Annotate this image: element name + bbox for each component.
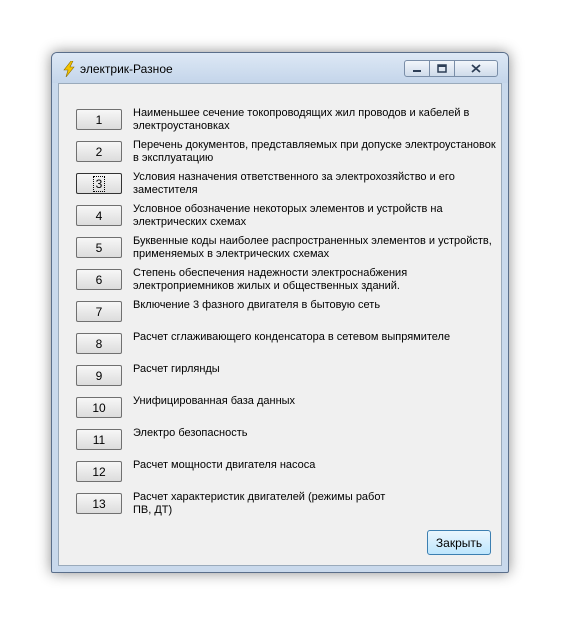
list-item (76, 173, 496, 203)
item-number: 5 (95, 240, 103, 255)
item-number: 6 (95, 272, 103, 287)
close-window-button[interactable] (454, 60, 498, 77)
main-window (51, 52, 509, 573)
close-button[interactable]: Закрыть (427, 530, 491, 555)
item-description: Условное обозначение некоторых элементов и устройств на электрических схемах (133, 203, 443, 228)
item-number: 2 (95, 144, 103, 159)
list-item (76, 269, 496, 299)
client-area (58, 83, 502, 566)
minimize-button[interactable] (404, 60, 430, 77)
item-description: Включение 3 фазного двигателя в бытовую сеть (133, 299, 381, 311)
item-button-8[interactable] (76, 333, 122, 354)
list-item (76, 365, 496, 395)
minimize-icon (412, 65, 422, 73)
item-description: Расчет характеристик двигателей (режимы работ ПВ, ДТ) (133, 491, 386, 516)
item-button-12[interactable] (76, 461, 122, 482)
list-item (76, 397, 496, 427)
item-button-10[interactable] (76, 397, 122, 418)
item-button-5[interactable] (76, 237, 122, 258)
item-button-3[interactable] (76, 173, 122, 194)
list-item (76, 333, 496, 363)
item-number: 11 (92, 432, 106, 447)
item-button-9[interactable] (76, 365, 122, 386)
window-title: электрик-Разное (80, 62, 173, 76)
list-item (76, 429, 496, 459)
item-button-1[interactable] (76, 109, 122, 130)
item-description: Степень обеспечения надежности электроснабжения электроприемников жилых и общественных зданий. (133, 267, 408, 292)
item-button-11[interactable] (76, 429, 122, 450)
item-description: Электро безопасность (133, 427, 248, 439)
item-number: 13 (92, 496, 106, 511)
list-item (76, 205, 496, 235)
item-button-6[interactable] (76, 269, 122, 290)
list-item (76, 141, 496, 171)
item-number: 8 (95, 336, 103, 351)
lightning-icon (61, 61, 77, 77)
list-item (76, 237, 496, 267)
item-description: Расчет мощности двигателя насоса (133, 459, 316, 471)
item-description: Унифицированная база данных (133, 395, 296, 407)
list-item (76, 461, 496, 491)
item-description: Наименьшее сечение токопроводящих жил проводов и кабелей в электроустановках (133, 107, 470, 132)
item-button-7[interactable] (76, 301, 122, 322)
list-item (76, 109, 496, 139)
maximize-icon (437, 64, 447, 73)
item-number: 10 (92, 400, 106, 415)
item-description: Буквенные коды наиболее распространенных элементов и устройств, применяемых в электрических схемах (133, 235, 492, 260)
list-item (76, 493, 496, 523)
item-description: Перечень документов, представляемых при допуске электроустановок в эксплуатацию (133, 139, 496, 164)
item-number: 9 (95, 368, 103, 383)
item-number: 3 (95, 176, 103, 191)
item-number: 4 (95, 208, 103, 223)
maximize-button[interactable] (429, 60, 455, 77)
item-number: 7 (95, 304, 103, 319)
title-bar[interactable] (52, 53, 508, 83)
item-description: Условия назначения ответственного за электрохозяйство и его заместителя (133, 171, 455, 196)
item-button-4[interactable] (76, 205, 122, 226)
item-number: 12 (92, 464, 106, 479)
item-description: Расчет сглаживающего конденсатора в сетевом выпрямителе (133, 331, 451, 343)
list-item (76, 301, 496, 331)
item-description: Расчет гирлянды (133, 363, 220, 375)
item-number: 1 (95, 112, 103, 127)
item-button-2[interactable] (76, 141, 122, 162)
item-button-13[interactable] (76, 493, 122, 514)
close-icon (471, 64, 481, 73)
